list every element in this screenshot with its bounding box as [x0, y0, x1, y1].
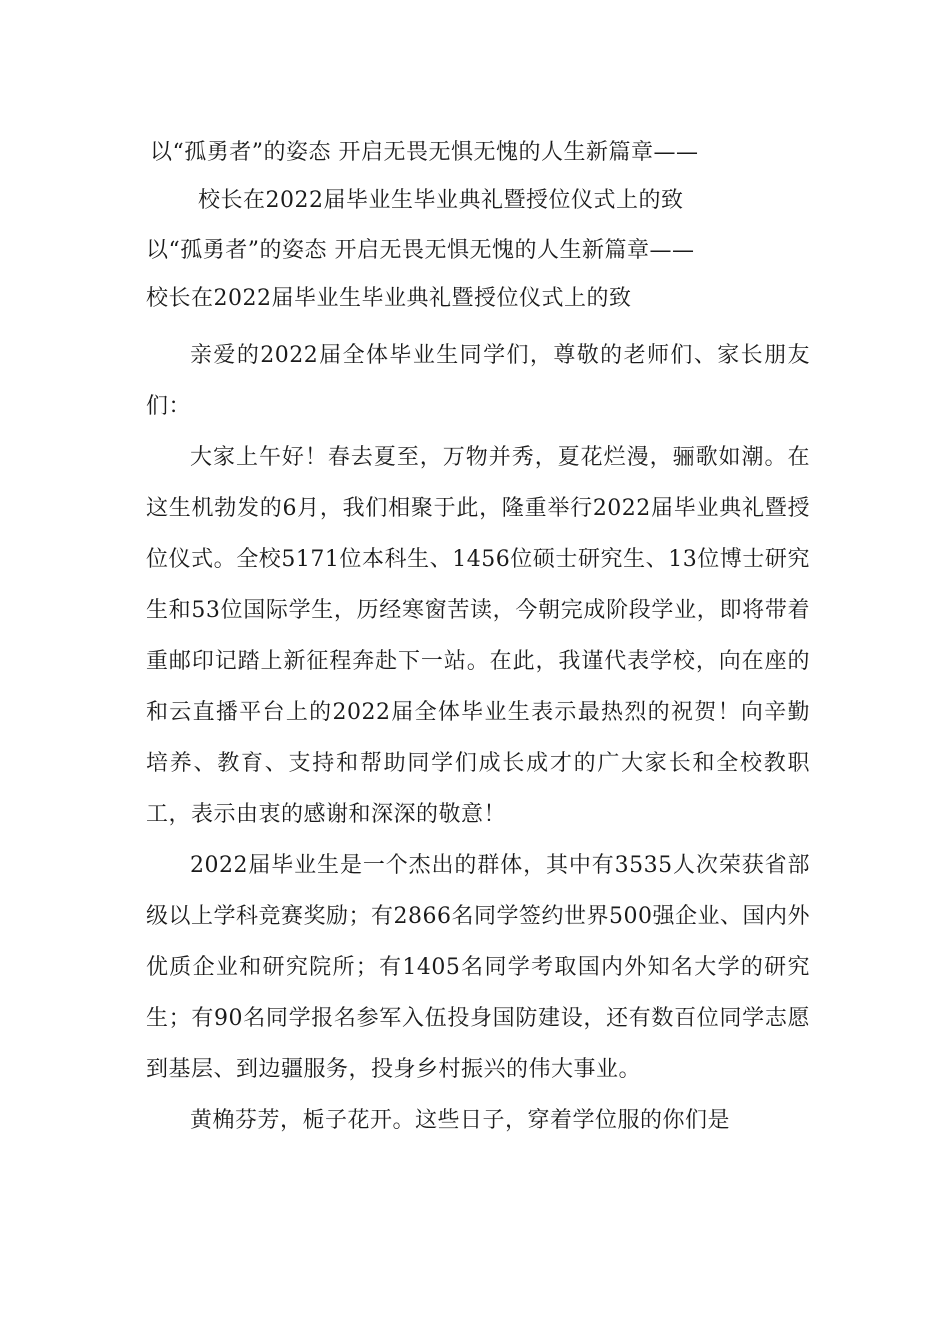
- title-line-1: 以“孤勇者”的姿态 开启无畏无惧无愧的人生新篇章——: [150, 140, 699, 165]
- body-paragraph: 2022届毕业生是一个杰出的群体，其中有3535人次荣获省部级以上学科竞赛奖励；有2866名同学签约世界500强企业、国内外优质企业和研究院所；有1405名同学考取国内外知名大学的研究生；有90名同学报名参军入伍投身国防建设，还有数百位同学志愿到基层、到边疆服务，投身乡村振兴的伟大事业。: [146, 853, 810, 1082]
- subtitle-line-2: 校长在2022届毕业生毕业典礼暨授位仪式上的致: [146, 286, 632, 311]
- body-paragraph: 黄桷芬芳，栀子花开。这些日子，穿着学位服的你们是: [190, 1108, 731, 1133]
- title-line-2: 以“孤勇者”的姿态 开启无畏无惧无愧的人生新篇章——: [146, 238, 695, 263]
- body-paragraph: 大家上午好！春去夏至，万物并秀，夏花烂漫，骊歌如潮。在这生机勃发的6月，我们相聚于此，隆重举行2022届毕业典礼暨授位仪式。全校5171位本科生、1456位硕士研究生、13位博士研究生和53位国际学生，历经寒窗苦读，今朝完成阶段学业，即将带着重邮印记踏上新征程奔赴下一站。在此，我谨代表学校，向在座的和云直播平台上的2022届全体毕业生表示最热烈的祝贺！向辛勤培养、教育、支持和帮助同学们成长成才的广大家长和全校教职工，表示由衷的感谢和深深的敬意！: [146, 445, 810, 827]
- subtitle-line-1: 校长在2022届毕业生毕业典礼暨授位仪式上的致: [198, 188, 684, 213]
- salutation-paragraph: 亲爱的2022届全体毕业生同学们，尊敬的老师们、家长朋友们：: [146, 343, 810, 419]
- document-body: [146, 330, 810, 1146]
